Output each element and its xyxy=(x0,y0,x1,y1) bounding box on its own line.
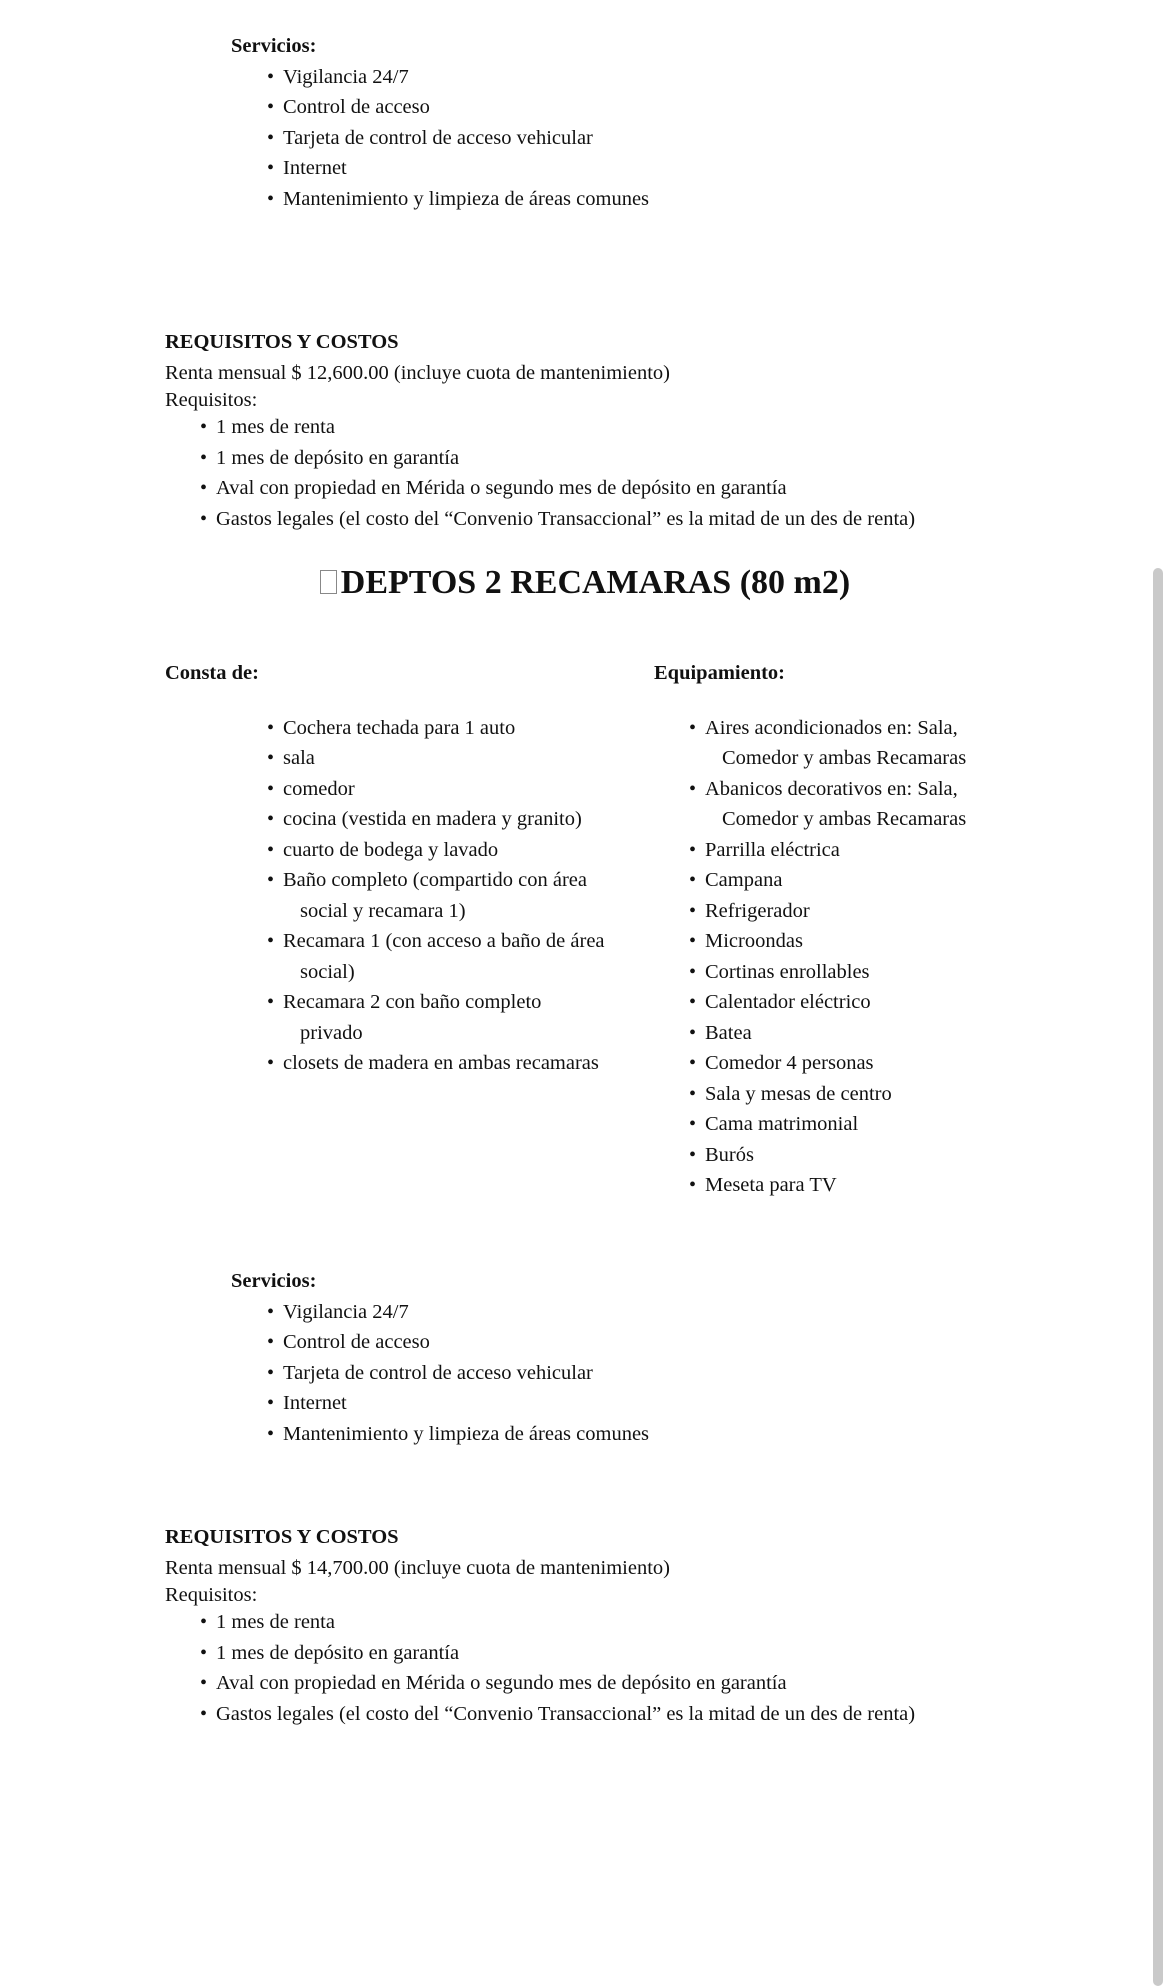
equipamiento-list xyxy=(689,713,1009,1201)
requisitos-label: Requisitos: xyxy=(165,1584,258,1606)
requisitos-heading: REQUISITOS Y COSTOS xyxy=(165,331,399,353)
consta-list xyxy=(267,713,607,1079)
list-item: • Tarjeta de control de acceso vehicular xyxy=(267,123,931,154)
servicios-list xyxy=(267,1297,931,1450)
list-item: • Internet xyxy=(267,153,931,184)
list-item: • Refrigerador xyxy=(689,896,1009,927)
list-item: • Abanicos decorativos en: Sala, Comedor y ambas Recamaras xyxy=(689,774,1009,835)
list-item: • 1 mes de depósito en garantía xyxy=(200,1638,1105,1669)
list-item: • cuarto de bodega y lavado xyxy=(267,835,607,866)
list-item: • Batea xyxy=(689,1018,1009,1049)
list-item: • Calentador eléctrico xyxy=(689,987,1009,1018)
list-item: • Aires acondicionados en: Sala, Comedor y ambas Recamaras xyxy=(689,713,1009,774)
list-item: • Meseta para TV xyxy=(689,1170,1009,1201)
list-item: • Recamara 1 (con acceso a baño de área social) xyxy=(267,926,607,987)
requisitos-section-2 xyxy=(165,1522,1105,1729)
equipamiento-section xyxy=(654,658,1054,1201)
list-item: • Cochera techada para 1 auto xyxy=(267,713,607,744)
list-item: • sala xyxy=(267,743,607,774)
list-item: • Aval con propiedad en Mérida o segundo mes de depósito en garantía xyxy=(200,1668,1105,1699)
dept-title-text: DEPTOS 2 RECAMARAS (80 m2) xyxy=(340,564,851,601)
list-item: • closets de madera en ambas recamaras xyxy=(267,1048,607,1079)
list-item: • Vigilancia 24/7 xyxy=(267,1297,931,1328)
list-item: • Gastos legales (el costo del “Convenio Transaccional” es la mitad de un des de renta) xyxy=(200,1699,1105,1730)
servicios-list xyxy=(267,62,931,215)
list-item: • 1 mes de renta xyxy=(200,1607,1105,1638)
dept-2-recamaras-title xyxy=(0,563,1170,603)
list-item: • Tarjeta de control de acceso vehicular xyxy=(267,1358,931,1389)
list-item: • Aval con propiedad en Mérida o segundo mes de depósito en garantía xyxy=(200,473,1105,504)
list-item: • Control de acceso xyxy=(267,92,931,123)
list-item: • Baño completo (compartido con área social y recamara 1) xyxy=(267,865,607,926)
list-item: • Cortinas enrollables xyxy=(689,957,1009,988)
list-item: • Sala y mesas de centro xyxy=(689,1079,1009,1110)
list-item: • 1 mes de renta xyxy=(200,412,1105,443)
requisitos-label: Requisitos: xyxy=(165,389,258,411)
servicios-heading: Servicios: xyxy=(231,1270,317,1292)
requisitos-list xyxy=(200,412,1105,534)
servicios-section-1 xyxy=(231,31,931,214)
requisitos-list xyxy=(200,1607,1105,1729)
list-item: • Recamara 2 con baño completo privado xyxy=(267,987,607,1048)
list-item: • Gastos legales (el costo del “Convenio Transaccional” es la mitad de un des de renta) xyxy=(200,504,1105,535)
list-item: • Microondas xyxy=(689,926,1009,957)
list-item: • Comedor 4 personas xyxy=(689,1048,1009,1079)
list-item: • Control de acceso xyxy=(267,1327,931,1358)
consta-section xyxy=(165,658,605,1079)
list-item: • comedor xyxy=(267,774,607,805)
equipamiento-heading: Equipamiento: xyxy=(654,662,785,684)
list-item: • Mantenimiento y limpieza de áreas comunes xyxy=(267,184,931,215)
renta-mensual: Renta mensual $ 12,600.00 (incluye cuota de mantenimiento) xyxy=(165,361,670,384)
list-item: • 1 mes de depósito en garantía xyxy=(200,443,1105,474)
missing-glyph-icon xyxy=(320,570,337,594)
list-item: • Burós xyxy=(689,1140,1009,1171)
requisitos-section-1 xyxy=(165,327,1105,534)
requisitos-heading: REQUISITOS Y COSTOS xyxy=(165,1526,399,1548)
renta-mensual: Renta mensual $ 14,700.00 (incluye cuota de mantenimiento) xyxy=(165,1556,670,1579)
list-item: • Vigilancia 24/7 xyxy=(267,62,931,93)
scrollbar-thumb[interactable] xyxy=(1153,568,1163,1986)
servicios-heading: Servicios: xyxy=(231,35,317,57)
list-item: • Parrilla eléctrica xyxy=(689,835,1009,866)
consta-heading: Consta de: xyxy=(165,662,259,684)
list-item: • Cama matrimonial xyxy=(689,1109,1009,1140)
list-item: • Internet xyxy=(267,1388,931,1419)
list-item: • cocina (vestida en madera y granito) xyxy=(267,804,607,835)
list-item: • Campana xyxy=(689,865,1009,896)
list-item: • Mantenimiento y limpieza de áreas comunes xyxy=(267,1419,931,1450)
servicios-section-2 xyxy=(231,1266,931,1449)
